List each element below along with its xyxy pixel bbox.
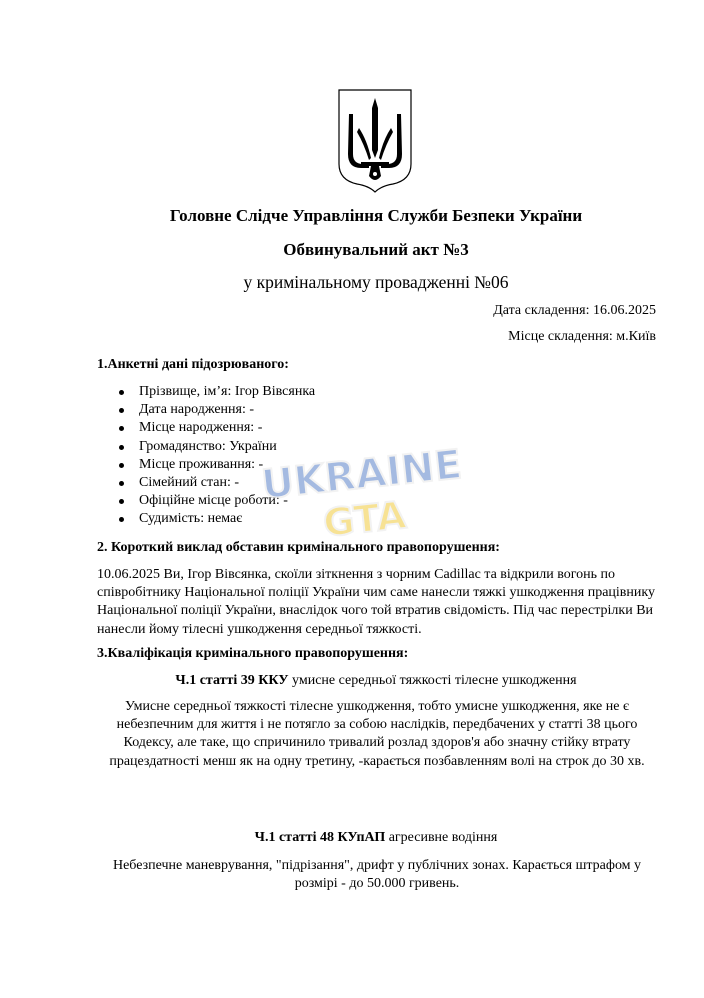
list-item-text: Судимість: немає xyxy=(139,511,243,527)
section1-heading: 1.Анкетні дані підозрюваного: xyxy=(97,357,289,372)
article2-title xyxy=(0,830,704,846)
list-item xyxy=(97,401,315,419)
article1-code: Ч.1 статті 39 ККУ xyxy=(175,673,289,688)
list-item xyxy=(97,383,315,401)
ukraine-gta-watermark-icon xyxy=(258,440,468,550)
section2-heading: 2. Короткий виклад обставин кримінального правопорушення: xyxy=(97,540,500,555)
article1-title xyxy=(0,673,704,689)
article1-name: умисне середньої тяжкості тілесне ушкодження xyxy=(288,673,577,688)
place-line: Місце складення: м.Київ xyxy=(508,329,656,344)
bullet-icon xyxy=(119,426,124,431)
case-line: у кримінальному провадженні №06 xyxy=(243,272,509,292)
bullet-icon xyxy=(119,499,124,504)
article2-name: агресивне водіння xyxy=(385,830,498,845)
watermark-line1: UKRAINE xyxy=(259,441,464,509)
list-item xyxy=(97,419,315,437)
bullet-icon xyxy=(119,517,124,522)
list-item-text: Місце народження: - xyxy=(139,420,263,436)
list-item-text: Сімейний стан: - xyxy=(139,474,240,490)
article2-text: Небезпечне маневрування, "підрізання", дрифт у публічних зонах. Карається штрафом у розмірі - до 50.000 гривень. xyxy=(112,858,642,892)
list-item-text: Дата народження: - xyxy=(139,402,255,418)
bullet-icon xyxy=(119,463,124,468)
watermark-line2: GTA xyxy=(321,492,409,546)
list-item-text: Прізвище, ім’я: Ігор Вівсянка xyxy=(139,384,316,399)
section3-heading: 3.Кваліфікація кримінального правопорушення: xyxy=(97,646,409,661)
bullet-icon xyxy=(119,408,124,413)
trident-emblem-icon xyxy=(337,88,413,194)
circumstances-text: 10.06.2025 Ви, Ігор Вівсянка, скоїли зіткнення з чорним Cadillac та відкрили вогонь по співробітнику Національної поліції України чим саме нанесли тяжкі ушкодження працівнику Національної поліції України, внаслідок чого той втратив свідомість. Під час перестрілки Ви нанесли йому тілесні ушкодження середньої тяжкості. xyxy=(97,567,655,637)
bullet-icon xyxy=(119,481,124,486)
article2-code: Ч.1 статті 48 КУпАП xyxy=(254,830,386,845)
bullet-icon xyxy=(119,445,124,450)
act-title: Обвинувальний акт №3 xyxy=(283,240,469,259)
list-item-text: Місце проживання: - xyxy=(139,456,264,472)
list-item-text: Громадянство: України xyxy=(139,438,277,454)
bullet-icon xyxy=(119,390,124,395)
article1-text: Умисне середньої тяжкості тілесне ушкодження, тобто умисне ушкодження, яке не є небезпечним для життя і не потягло за собою наслідків, передбачених у статті 38 цього Кодексу, але таке, що спричинило тривалий розлад здоров'я або значну стійку втрату працездатності менш як на одну третину, -карається позбавленням волі на строк до 30 хв. xyxy=(109,699,645,769)
date-line: Дата складення: 16.06.2025 xyxy=(493,303,656,318)
agency-title: Головне Слідче Управління Служби Безпеки України xyxy=(169,206,583,225)
list-item-text: Офіційне місце роботи: - xyxy=(139,493,288,509)
